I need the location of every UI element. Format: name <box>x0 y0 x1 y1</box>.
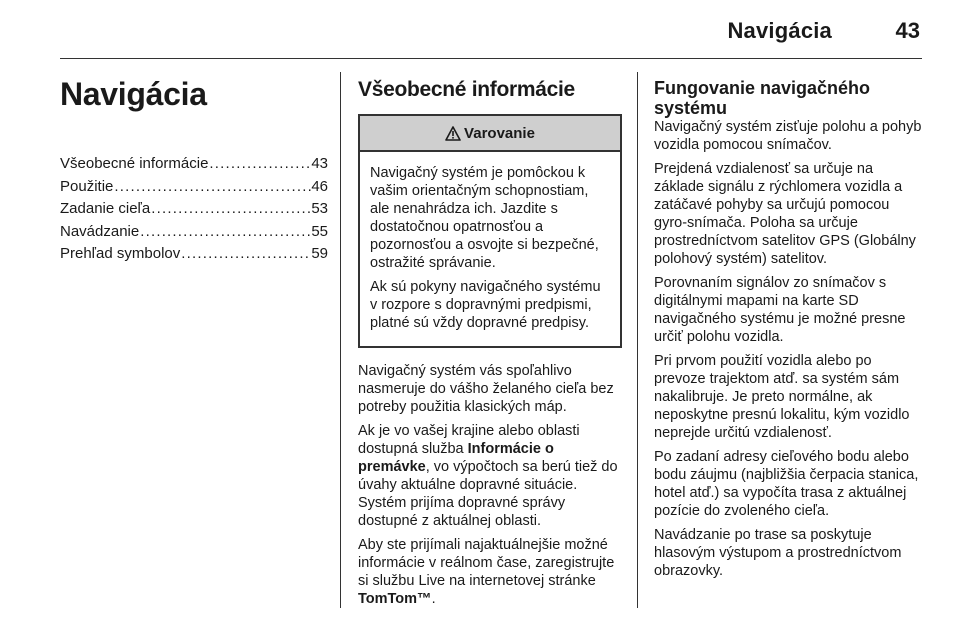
toc-leader-dots <box>180 243 311 266</box>
toc-label: Prehľad symbolov <box>60 245 181 262</box>
toc-leader-dots <box>208 153 311 176</box>
subsection-title: Fungovanie navigačného systému <box>654 78 871 118</box>
toc-page-number: 46 <box>311 177 328 195</box>
toc-leader-dots <box>139 221 311 244</box>
body-paragraph: Po zadaní adresy cieľového bodu alebo bodu záujmu (najbližšia čerpacia stanica, hotel atď.) sa vypočíta trasa z aktuálnej pozície do zvoleného cieľa. <box>654 449 919 519</box>
warning-title: Varovanie <box>464 124 535 142</box>
toc-item[interactable] <box>60 243 328 266</box>
table-of-contents <box>60 153 328 266</box>
warning-paragraph: Navigačný systém je pomôckou k vašim orientačným schopnostiam, ale nenahrádza ich. Jazdite s dostatočnou opatrnosťou a pozornosťou a osvojte si bezpečné, ostražité správanie. <box>370 165 599 271</box>
toc-page-number: 53 <box>311 200 328 217</box>
general-info-column <box>358 64 622 614</box>
system-function-column <box>654 64 924 586</box>
toc-label: Zadanie cieľa <box>60 200 151 217</box>
tomtom-term: TomTom™ <box>358 591 432 607</box>
header-title: Navigácia <box>727 18 832 43</box>
toc-label: Navádzanie <box>60 222 140 240</box>
body-paragraph: Porovnaním signálov zo snímačov s digitálnymi mapami na karte SD navigačného systému je možné presne určiť polohu vozidla. <box>654 275 906 345</box>
body-paragraph: Navigačný systém vás spoľahlivo nasmeruje do vášho želaného cieľa bez potreby použitia klasických máp. <box>358 363 614 415</box>
page-number: 43 <box>895 18 920 43</box>
body-paragraph: Navigačný systém zisťuje polohu a pohyb vozidla pomocou snímačov. <box>654 119 922 153</box>
body-paragraph: Navádzanie po trase sa poskytuje hlasovým výstupom a prostredníctvom obrazovky. <box>654 527 902 579</box>
toc-page-number: 55 <box>311 222 328 240</box>
toc-page-number: 43 <box>311 155 328 172</box>
column-divider-2 <box>637 72 638 608</box>
column-divider-1 <box>340 72 341 608</box>
header-divider <box>60 58 922 59</box>
warning-header <box>360 116 620 152</box>
toc-leader-dots <box>150 198 311 221</box>
body-paragraph <box>358 422 622 530</box>
toc-item[interactable] <box>60 221 328 244</box>
chapter-title: Navigácia <box>60 76 207 112</box>
toc-item[interactable] <box>60 176 328 199</box>
toc-label: Použitie <box>60 177 114 195</box>
text-run: . <box>431 591 436 607</box>
toc-page-number: 59 <box>311 245 328 262</box>
warning-body <box>360 152 620 346</box>
section-title: Všeobecné informácie <box>358 78 575 101</box>
toc-item[interactable] <box>60 153 328 176</box>
toc-leader-dots <box>113 176 311 199</box>
warning-triangle-icon <box>445 126 461 141</box>
body-paragraph: Prejdená vzdialenosť sa určuje na základe signálu z rýchlomera vozidla a zatáčavé pohyby sa určujú pomocou gyro-snímača. Poloha sa určuje prostredníctvom satelitov GPS (Globálny polohový systém) satelitov. <box>654 161 916 267</box>
page-header <box>0 0 960 62</box>
body-paragraph: Pri prvom použití vozidla alebo po prevoze trajektom atď. sa systém sám nakalibruje. Je preto normálne, ak neposkytne presnú lokalitu, kým vozidlo neprejde určitú vzdialenosť. <box>654 353 910 441</box>
text-run: Ak je vo vašej krajine alebo oblasti dostupná služba <box>358 423 580 457</box>
warning-box <box>358 114 622 348</box>
toc-label: Všeobecné informácie <box>60 155 209 172</box>
body-paragraph <box>358 536 622 608</box>
text-run: , vo výpočtoch sa berú tiež do úvahy aktuálne dopravné situácie. Systém prijíma dopravné správy dostupné z aktuálnej oblasti. <box>358 459 618 529</box>
traffic-info-term: Informácie o premávke <box>358 441 554 475</box>
warning-paragraph: Ak sú pokyny navigačného systému v rozpore s dopravnými predpismi, platné sú vždy dopravné predpisy. <box>370 279 601 331</box>
text-run: Aby ste prijímali najaktuálnejšie možné informácie v reálnom čase, zaregistrujte si službu Live na internetovej stránke <box>358 537 615 589</box>
toc-column <box>60 64 328 266</box>
toc-item[interactable] <box>60 198 328 221</box>
